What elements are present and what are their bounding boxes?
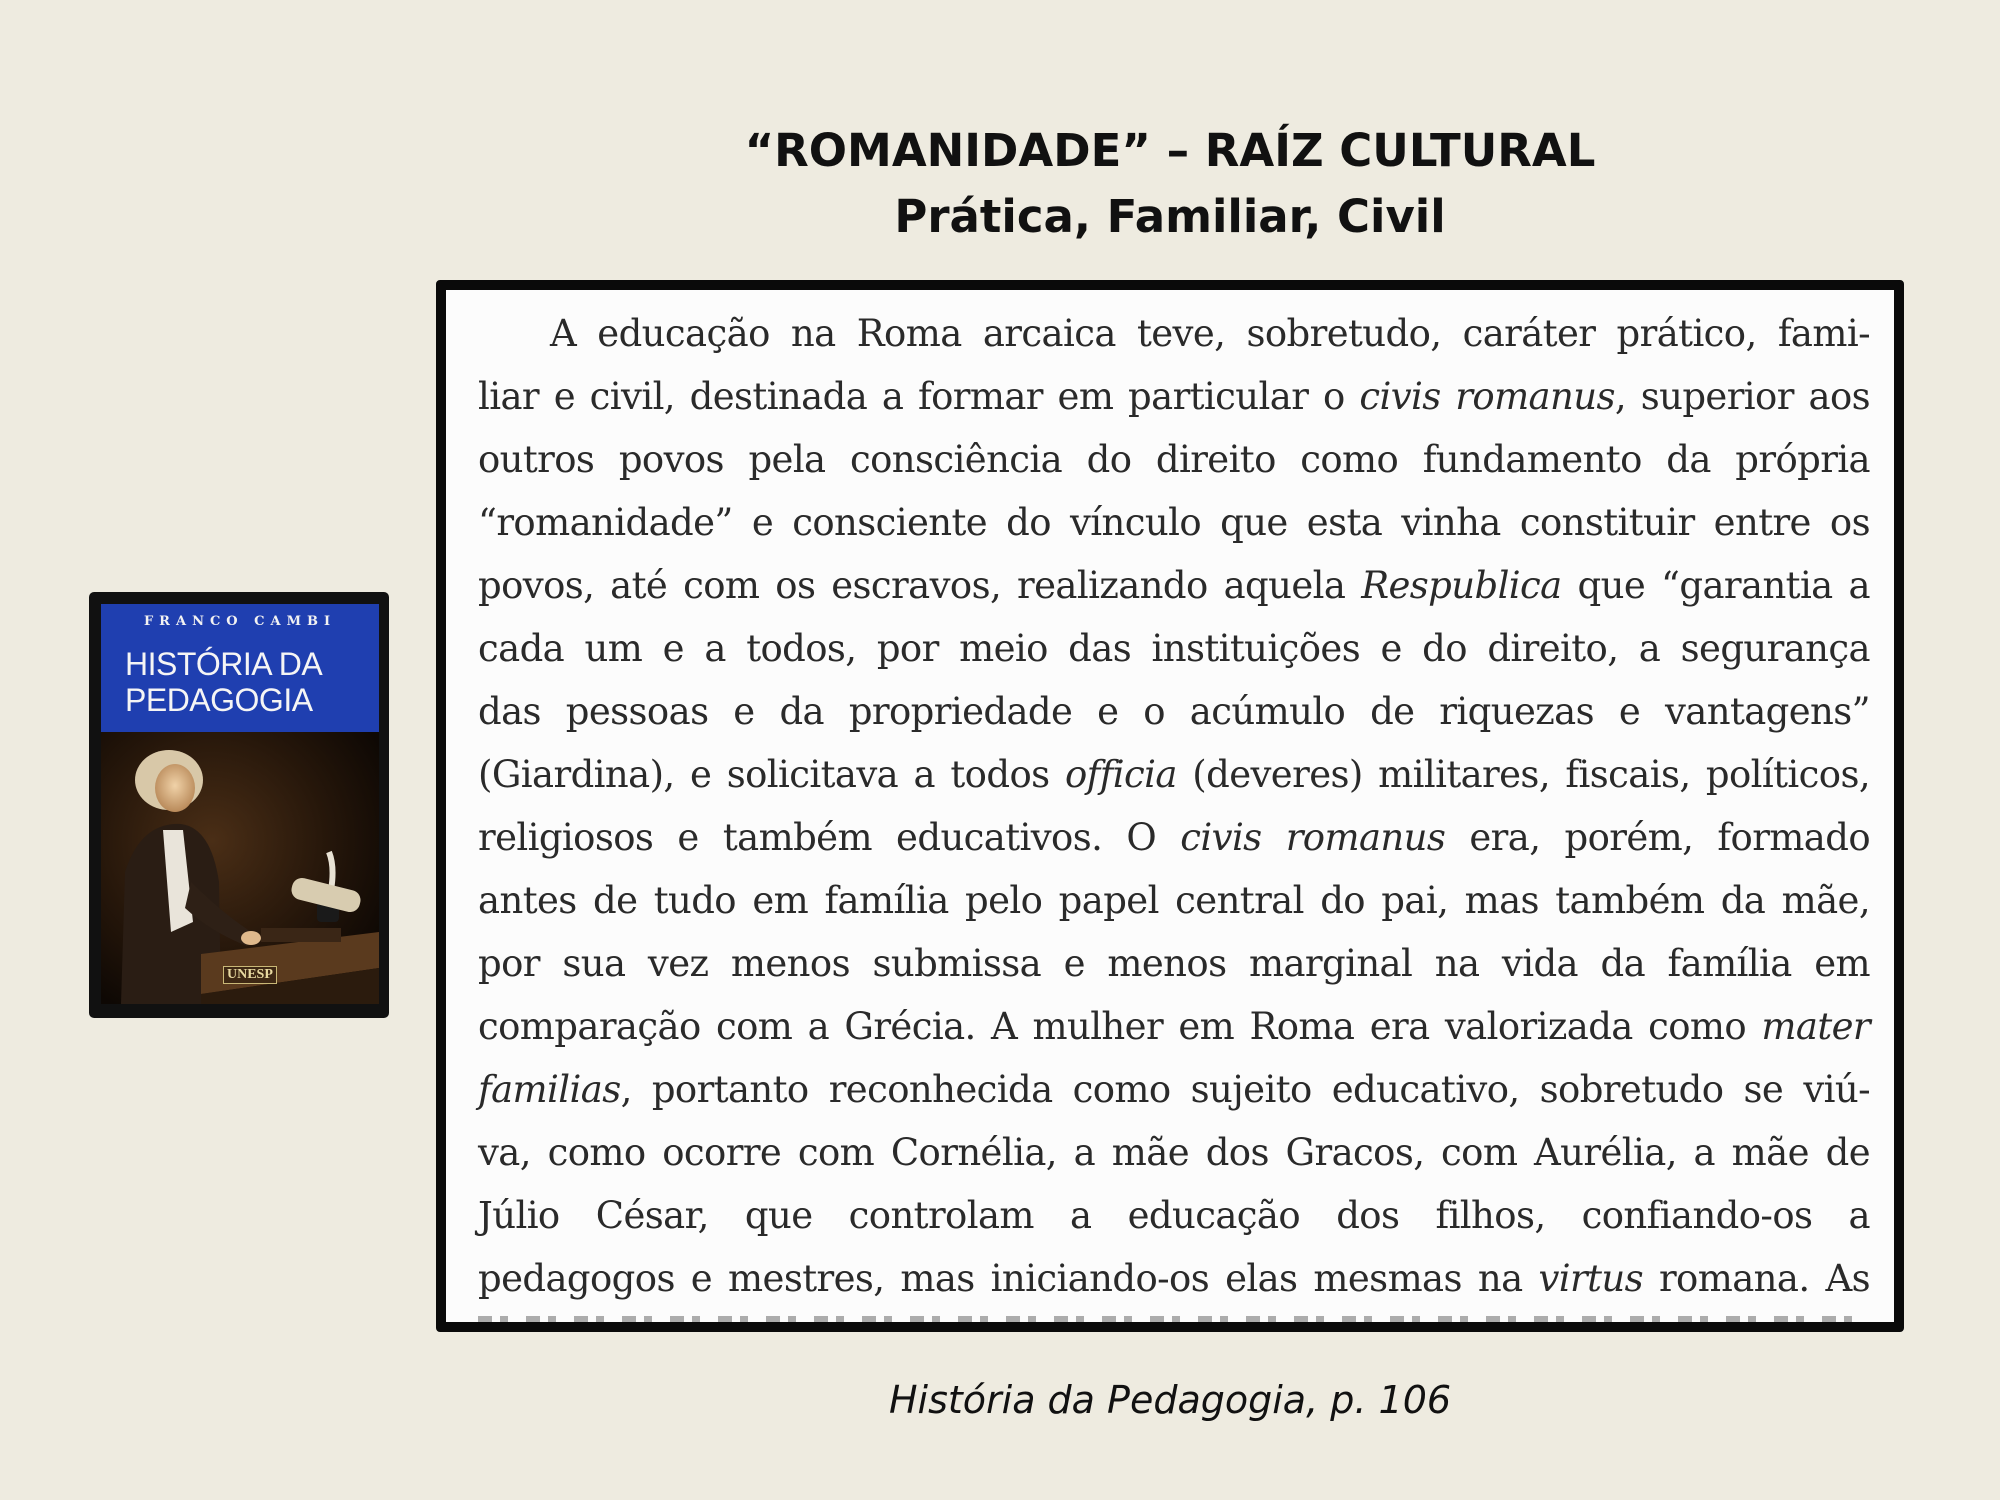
excerpt-text-segment: Júlio César, que controlam a educação dos filhos, confiando-os a [478,1194,1870,1237]
excerpt-text-segment: cada um e a todos, por meio das instituições e do direito, a segurança [478,627,1870,670]
slide-title: “ROMANIDADE” – RAÍZ CULTURAL [744,124,1596,177]
excerpt-line [478,869,1870,932]
excerpt-italic-term: mater [1761,1005,1870,1048]
cover-title-line1: HISTÓRIA DA [125,646,323,682]
excerpt-text-segment: por sua vez menos submissa e menos marginal na vida da família em [478,942,1870,985]
excerpt-line [478,1247,1870,1310]
excerpt-text-segment: va, como ocorre com Cornélia, a mãe dos Gracos, com Aurélia, a mãe de [478,1131,1870,1174]
excerpt-italic-term: virtus [1538,1257,1644,1300]
excerpt-text-segment: A educação na Roma arcaica teve, sobretudo, caráter prático, fami- [550,312,1870,355]
excerpt-line [478,554,1870,617]
excerpt-line [478,365,1870,428]
cover-title-line2: PEDAGOGIA [125,682,313,718]
excerpt-text-segment: das pessoas e da propriedade e o acúmulo de riquezas e vantagens” [478,690,1870,733]
excerpt-italic-term: officia [1064,753,1177,796]
excerpt-line [478,743,1870,806]
book-excerpt-scan [436,280,1904,1332]
excerpt-text-segment: , superior aos [1614,375,1871,418]
excerpt-line [478,932,1870,995]
excerpt-text-segment: era, porém, formado [1445,816,1870,859]
excerpt-text-segment: liar e civil, destinada a formar em particular o [478,375,1360,418]
excerpt-line [478,1058,1870,1121]
slide-subtitle: Prática, Familiar, Civil [894,190,1446,243]
excerpt-line [478,1184,1870,1247]
cover-title-band [101,604,379,732]
excerpt-text-segment: , portanto reconhecida como sujeito educativo, sobretudo se viú- [620,1068,1870,1111]
book-cover [89,592,389,1018]
book-cover-image [101,604,379,1004]
excerpt-text-segment: religiosos e também educativos. O [478,816,1181,859]
excerpt-line [478,806,1870,869]
excerpt-line [478,1121,1870,1184]
excerpt-text-segment: que “garantia a [1561,564,1870,607]
excerpt-line [478,491,1870,554]
cover-publisher-logo: UNESP [223,966,277,984]
excerpt-line [478,617,1870,680]
excerpt-line [478,428,1870,491]
excerpt-line [478,995,1870,1058]
cover-author: FRANCO CAMBI [143,614,337,629]
cover-title [125,646,365,718]
excerpt-text [478,302,1870,1310]
excerpt-line [478,302,1870,365]
excerpt-text-segment: (Giardina), e solicitava a todos [478,753,1065,796]
excerpt-text-segment: (deveres) militares, fiscais, políticos, [1176,753,1870,796]
excerpt-text-segment: outros povos pela consciência do direito como fundamento da própria [478,438,1870,481]
excerpt-italic-term: familias [478,1068,621,1111]
excerpt-text-segment: povos, até com os escravos, realizando aquela [478,564,1362,607]
excerpt-text-segment: pedagogos e mestres, mas iniciando-os elas mesmas na [478,1257,1539,1300]
cut-off-line [478,1312,1870,1326]
excerpt-italic-term: civis romanus [1180,816,1446,859]
slide-title-block [440,118,1900,250]
source-caption: História da Pedagogia, p. 106 [888,1378,1452,1422]
excerpt-line [478,680,1870,743]
excerpt-text-segment: antes de tudo em família pelo papel central do pai, mas também da mãe, [478,879,1870,922]
excerpt-text-segment: comparação com a Grécia. A mulher em Roma era valorizada como [478,1005,1762,1048]
excerpt-italic-term: civis romanus [1359,375,1615,418]
cover-painting-illustration [101,732,379,1004]
excerpt-italic-term: Respublica [1361,564,1562,607]
excerpt-text-segment: “romanidade” e consciente do vínculo que esta vinha constituir entre os [478,501,1870,544]
excerpt-text-segment: romana. As [1643,1257,1870,1300]
